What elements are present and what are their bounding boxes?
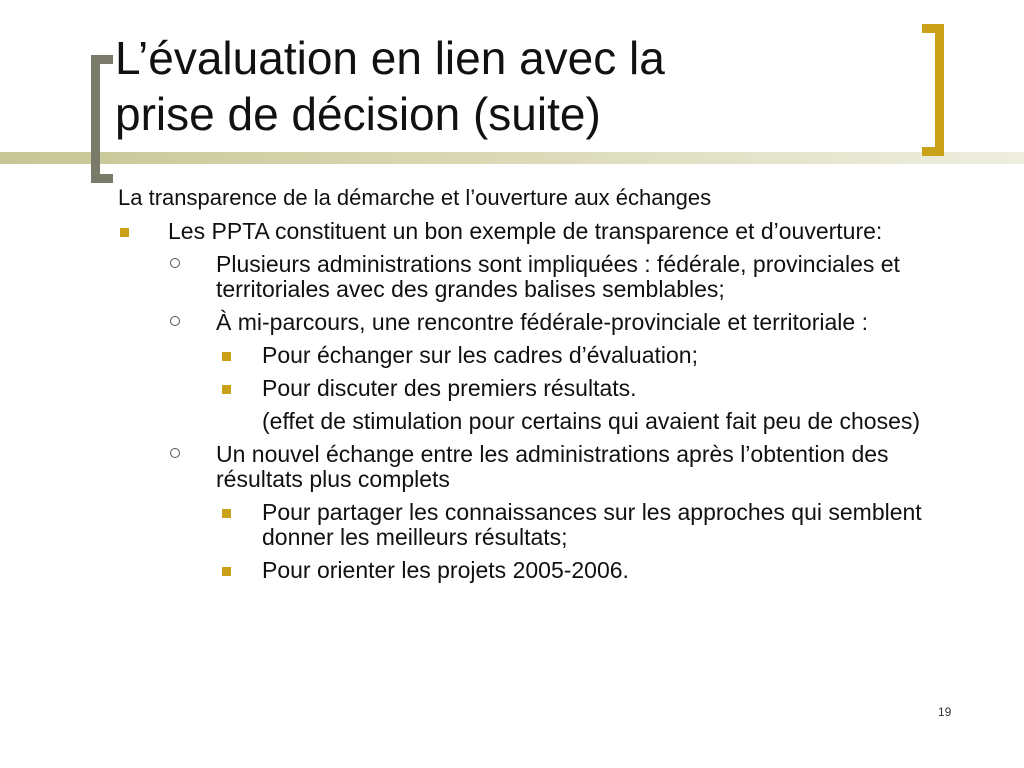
bullet-level3 xyxy=(118,558,968,583)
bullet-text: Pour orienter les projets 2005-2006. xyxy=(262,557,629,583)
square-bullet-icon xyxy=(222,509,231,518)
bullet-text: À mi-parcours, une rencontre fédérale-provinciale et territoriale : xyxy=(216,309,868,335)
slide-title xyxy=(115,30,895,142)
bullet-text: Pour discuter des premiers résultats. xyxy=(262,375,637,401)
bullet-text: Pour partager les connaissances sur les approches qui semblent donner les meilleurs résultats; xyxy=(262,499,922,550)
circle-bullet-icon xyxy=(170,258,180,268)
decorative-bar xyxy=(0,152,1024,164)
right-bracket-decoration xyxy=(922,24,944,156)
left-bracket-decoration xyxy=(91,55,113,183)
square-bullet-icon xyxy=(120,228,129,237)
bullet-level2 xyxy=(118,252,968,302)
bullet-level3 xyxy=(118,500,968,550)
circle-bullet-icon xyxy=(170,316,180,326)
square-bullet-icon xyxy=(222,385,231,394)
page-number: 19 xyxy=(938,705,952,719)
circle-bullet-icon xyxy=(170,448,180,458)
bullet-text: Les PPTA constituent un bon exemple de transparence et d’ouverture: xyxy=(168,218,883,244)
bullet-level2 xyxy=(118,442,968,492)
bullet-text: Plusieurs administrations sont impliquées : fédérale, provinciales et territoriales avec des grandes balises semblables; xyxy=(216,251,900,302)
bullet-level3 xyxy=(118,343,968,368)
bullet-text: Pour échanger sur les cadres d’évaluation; xyxy=(262,342,698,368)
square-bullet-icon xyxy=(222,352,231,361)
slide-body xyxy=(118,183,968,591)
title-line-2: prise de décision (suite) xyxy=(115,88,601,140)
square-bullet-icon xyxy=(222,567,231,576)
bullet-level2 xyxy=(118,310,968,335)
intro-text: La transparence de la démarche et l’ouverture aux échanges xyxy=(118,185,712,210)
title-line-1: L’évaluation en lien avec la xyxy=(115,32,665,84)
bullet-note: (effet de stimulation pour certains qui avaient fait peu de choses) xyxy=(262,408,921,434)
bullet-text: Un nouvel échange entre les administrations après l’obtention des résultats plus complets xyxy=(216,441,889,492)
bullet-level1 xyxy=(118,219,968,244)
bullet-level3 xyxy=(118,376,968,401)
